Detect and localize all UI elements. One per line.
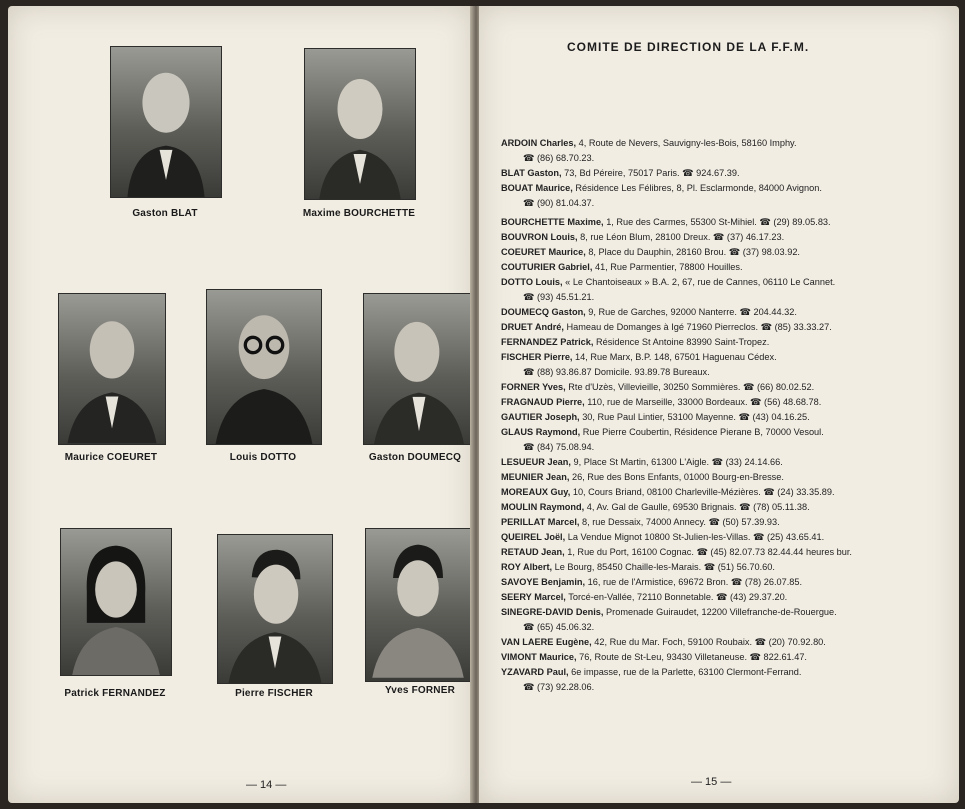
- member-entry: [501, 605, 951, 635]
- member-name: VIMONT Maurice,: [501, 652, 577, 662]
- member-name: LESUEUR Jean,: [501, 457, 571, 467]
- member-name: FISCHER Pierre,: [501, 352, 573, 362]
- member-details: Le Bourg, 85450 Chaille-les-Marais. ☎ (51) 56.70.60.: [554, 562, 775, 572]
- member-phone: ☎ (90) 81.04.37.: [523, 198, 595, 208]
- member-entry: [501, 470, 951, 485]
- member-entry: [501, 166, 951, 181]
- member-phone: ☎ (84) 75.08.94.: [523, 442, 595, 452]
- portrait-caption: Pierre FISCHER: [235, 688, 313, 699]
- member-name: FRAGNAUD Pierre,: [501, 397, 585, 407]
- member-entry: [501, 515, 951, 530]
- member-name: MOULIN Raymond,: [501, 502, 585, 512]
- portrait-caption: Maurice COEURET: [64, 452, 158, 463]
- member-entry: [501, 485, 951, 500]
- member-details: 4, Route de Nevers, Sauvigny-les-Bois, 58160 Imphy.: [578, 138, 797, 148]
- member-name: BOURCHETTE Maxime,: [501, 217, 604, 227]
- member-name: DOTTO Louis,: [501, 277, 563, 287]
- member-details: 16, rue de l'Armistice, 69672 Bron. ☎ (78) 26.07.85.: [587, 577, 803, 587]
- member-entry: [501, 230, 951, 245]
- member-entry: [501, 575, 951, 590]
- portrait-photo: [58, 293, 166, 445]
- member-name: SINEGRE-DAVID Denis,: [501, 607, 604, 617]
- member-entry: [501, 136, 951, 166]
- member-name: SEERY Marcel,: [501, 592, 566, 602]
- member-details: 9, Place St Martin, 61300 L'Aigle. ☎ (33) 24.14.66.: [573, 457, 783, 467]
- member-name: FERNANDEZ Patrick,: [501, 337, 594, 347]
- member-entry: [501, 650, 951, 665]
- portrait-photo: [217, 534, 333, 684]
- member-name: GAUTIER Joseph,: [501, 412, 580, 422]
- member-name: COEURET Maurice,: [501, 247, 586, 257]
- member-name: DOUMECQ Gaston,: [501, 307, 586, 317]
- member-name: BOUAT Maurice,: [501, 183, 573, 193]
- member-details: 10, Cours Briand, 08100 Charleville-Mézières. ☎ (24) 33.35.89.: [572, 487, 835, 497]
- member-details: 1, Rue du Port, 16100 Cognac. ☎ (45) 82.07.73 82.44.44 heures bur.: [567, 547, 852, 557]
- member-details: Rte d'Uzès, Villevieille, 30250 Sommières. ☎ (66) 80.02.52.: [568, 382, 815, 392]
- member-name: SAVOYE Benjamin,: [501, 577, 586, 587]
- portrait-photo: [363, 293, 475, 445]
- member-name: FORNER Yves,: [501, 382, 566, 392]
- member-name: ARDOIN Charles,: [501, 138, 577, 148]
- right-page: [479, 6, 959, 803]
- member-name: VAN LAERE Eugène,: [501, 637, 592, 647]
- member-entry: [501, 410, 951, 425]
- member-entry: [501, 380, 951, 395]
- member-entry: [501, 181, 951, 211]
- member-details: Hameau de Domanges à Igé 71960 Pierreclos. ☎ (85) 33.33.27.: [566, 322, 832, 332]
- member-details: Résidence Les Félibres, 8, Pl. Esclarmonde, 84000 Avignon.: [575, 183, 822, 193]
- member-details: 14, Rue Marx, B.P. 148, 67501 Haguenau Cédex.: [575, 352, 777, 362]
- member-details: 42, Rue du Mar. Foch, 59100 Roubaix. ☎ (20) 70.92.80.: [594, 637, 826, 647]
- member-details: 76, Route de St-Leu, 93430 Villetaneuse. ☎ 822.61.47.: [579, 652, 807, 662]
- member-name: MEUNIER Jean,: [501, 472, 570, 482]
- member-name: RETAUD Jean,: [501, 547, 565, 557]
- member-entry: [501, 665, 951, 695]
- member-entry: [501, 395, 951, 410]
- member-details: Rue Pierre Coubertin, Résidence Pierane B, 70000 Vesoul.: [582, 427, 824, 437]
- portrait-caption: Maxime BOURCHETTE: [302, 208, 416, 219]
- member-name: BOUVRON Louis,: [501, 232, 578, 242]
- member-details: Promenade Guiraudet, 12200 Villefranche-de-Rouergue.: [606, 607, 837, 617]
- member-details: 8, rue Dessaix, 74000 Annecy. ☎ (50) 57.39.93.: [582, 517, 780, 527]
- member-name: PERILLAT Marcel,: [501, 517, 580, 527]
- member-entry: [501, 245, 951, 260]
- member-name: BLAT Gaston,: [501, 168, 562, 178]
- member-entry: [501, 335, 951, 350]
- member-details: 26, Rue des Bons Enfants, 01000 Bourg-en-Bresse.: [571, 472, 784, 482]
- portrait-photo: [206, 289, 322, 445]
- member-entry: [501, 215, 951, 230]
- member-details: 1, Rue des Carmes, 55300 St-Mihiel. ☎ (29) 89.05.83.: [606, 217, 831, 227]
- member-entry: [501, 635, 951, 650]
- member-name: YZAVARD Paul,: [501, 667, 569, 677]
- member-phone: ☎ (65) 45.06.32.: [523, 622, 595, 632]
- member-entry: [501, 500, 951, 515]
- portrait-photo: [304, 48, 416, 200]
- member-entry: [501, 320, 951, 335]
- member-details: 9, Rue de Garches, 92000 Nanterre. ☎ 204.44.32.: [588, 307, 797, 317]
- member-name: ROY Albert,: [501, 562, 553, 572]
- member-details: « Le Chantoiseaux » B.A. 2, 67, rue de Cannes, 06110 Le Cannet.: [565, 277, 836, 287]
- member-entry: [501, 530, 951, 545]
- member-entry: [501, 275, 951, 305]
- member-entry: [501, 305, 951, 320]
- portrait-caption: Yves FORNER: [384, 685, 455, 696]
- member-name: MOREAUX Guy,: [501, 487, 571, 497]
- portrait-caption: Gaston DOUMECQ: [368, 452, 462, 463]
- member-entry: [501, 350, 951, 380]
- member-name: QUEIREL Joël,: [501, 532, 566, 542]
- left-page: [8, 6, 472, 803]
- portrait-photo: [60, 528, 172, 676]
- member-details: 30, Rue Paul Lintier, 53100 Mayenne. ☎ (43) 04.16.25.: [582, 412, 810, 422]
- page-number: — 15 —: [691, 776, 732, 788]
- member-list: [501, 136, 951, 695]
- portrait-caption: Gaston BLAT: [132, 208, 198, 219]
- member-phone: ☎ (86) 68.70.23.: [523, 153, 595, 163]
- page-number: — 14 —: [246, 779, 287, 791]
- member-details: Torcé-en-Vallée, 72110 Bonnetable. ☎ (43) 29.37.20.: [568, 592, 788, 602]
- member-details: 110, rue de Marseille, 33000 Bordeaux. ☎ (56) 48.68.78.: [587, 397, 822, 407]
- member-entry: [501, 425, 951, 455]
- page-title: COMITE DE DIRECTION DE LA F.F.M.: [567, 40, 810, 54]
- member-phone: ☎ (93) 45.51.21.: [523, 292, 595, 302]
- member-details: 6e impasse, rue de la Parlette, 63100 Clermont-Ferrand.: [571, 667, 802, 677]
- member-name: GLAUS Raymond,: [501, 427, 581, 437]
- member-details: 41, Rue Parmentier, 78800 Houilles.: [594, 262, 743, 272]
- portrait-caption: Louis DOTTO: [229, 452, 297, 463]
- portrait-photo: [110, 46, 222, 198]
- member-details: 4, Av. Gal de Gaulle, 69530 Brignais. ☎ (78) 05.11.38.: [586, 502, 810, 512]
- member-entry: [501, 590, 951, 605]
- member-phone: ☎ (73) 92.28.06.: [523, 682, 595, 692]
- member-phone: ☎ (88) 93.86.87 Domicile. 93.89.78 Bureaux.: [523, 367, 710, 377]
- member-details: 73, Bd Péreire, 75017 Paris. ☎ 924.67.39.: [564, 168, 740, 178]
- member-entry: [501, 260, 951, 275]
- member-details: 8, Place du Dauphin, 28160 Brou. ☎ (37) 98.03.92.: [588, 247, 800, 257]
- portrait-photo: [365, 528, 471, 682]
- member-details: Résidence St Antoine 83990 Saint-Tropez.: [595, 337, 770, 347]
- member-name: DRUET André,: [501, 322, 564, 332]
- member-entry: [501, 455, 951, 470]
- member-entry: [501, 545, 951, 560]
- member-name: COUTURIER Gabriel,: [501, 262, 593, 272]
- member-details: 8, rue Léon Blum, 28100 Dreux. ☎ (37) 46.17.23.: [580, 232, 785, 242]
- portrait-caption: Patrick FERNANDEZ: [64, 688, 166, 699]
- member-details: La Vendue Mignot 10800 St-Julien-les-Villas. ☎ (25) 43.65.41.: [567, 532, 825, 542]
- member-entry: [501, 560, 951, 575]
